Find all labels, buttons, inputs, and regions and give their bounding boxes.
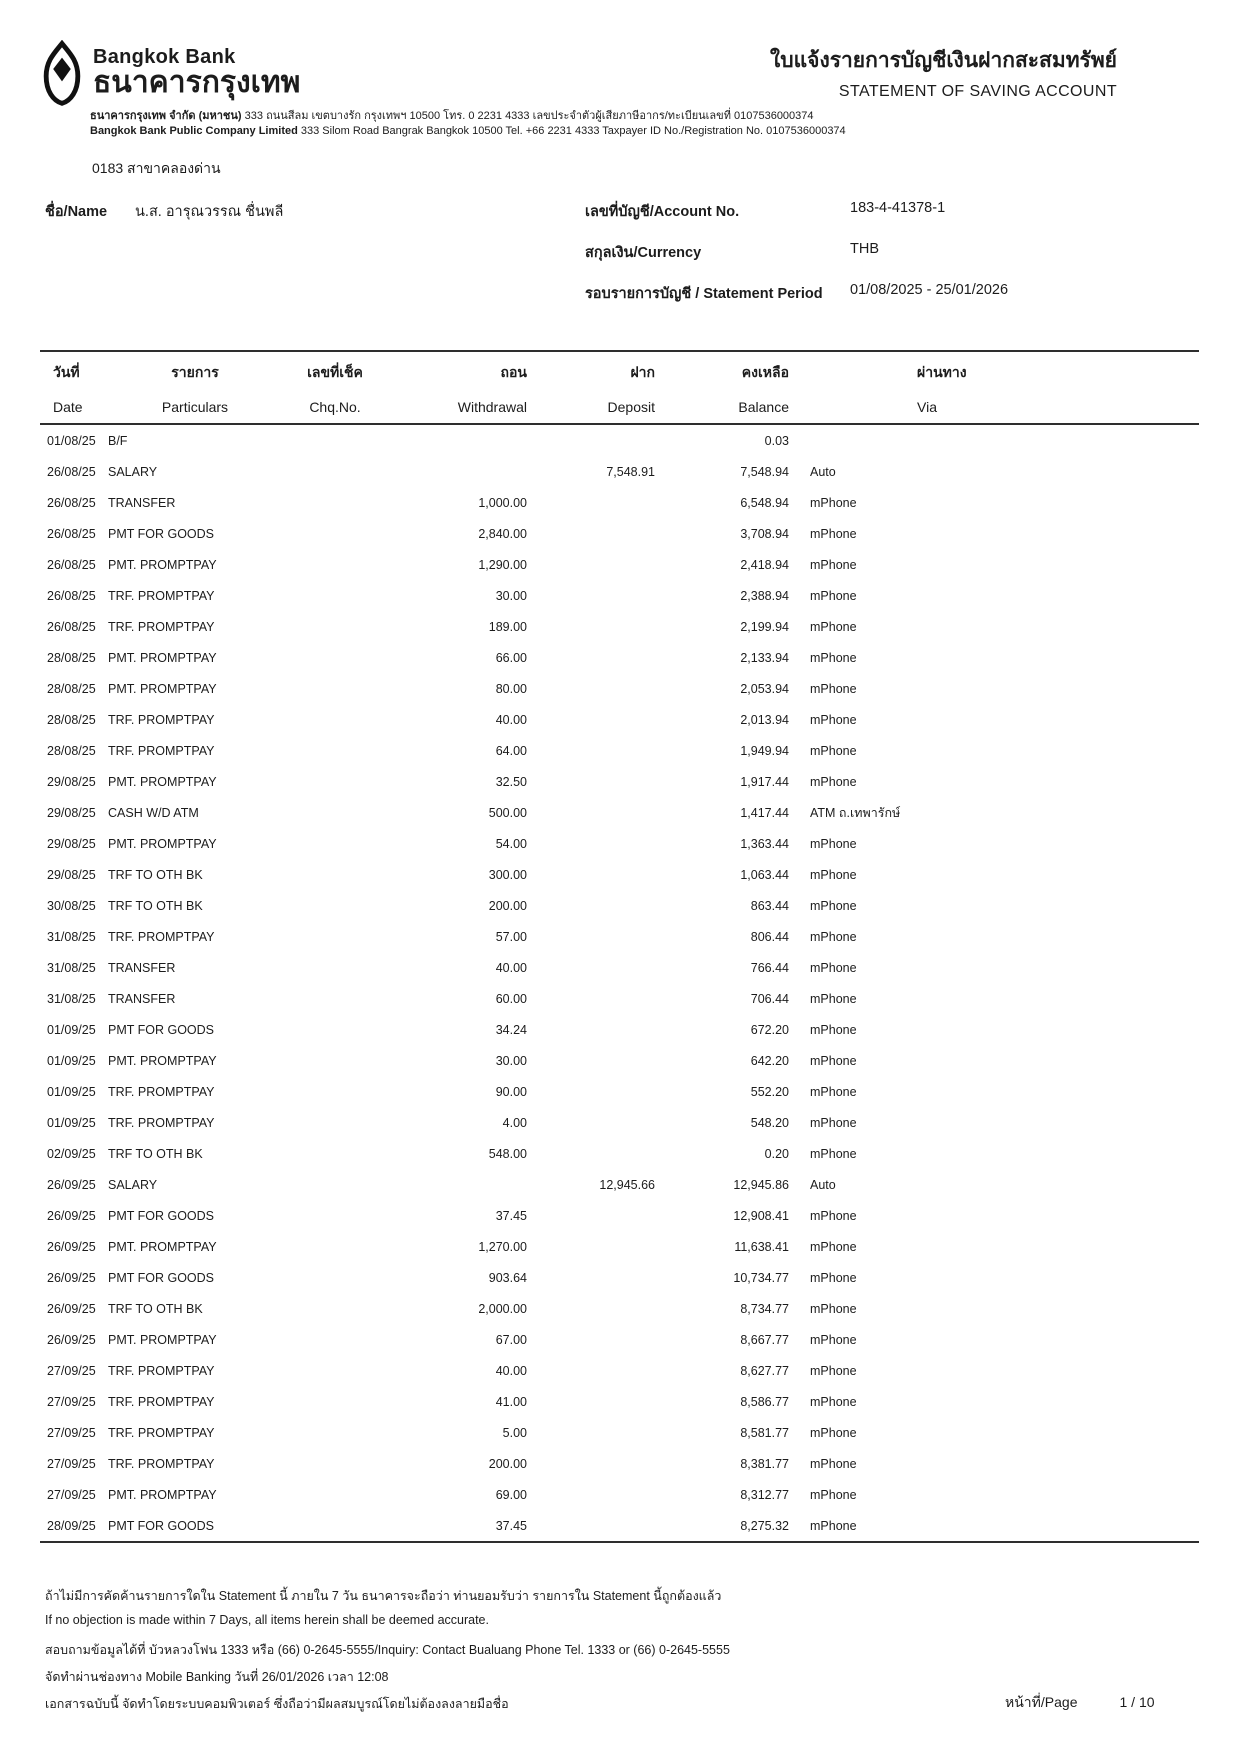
cell-particulars: PMT. PROMPTPAY (108, 1487, 217, 1502)
cell-withdrawal: 300.00 (488, 867, 527, 882)
cell-date: 01/09/25 (47, 1115, 96, 1130)
table-row (40, 1107, 1199, 1138)
statement-period-value: 01/08/2025 - 25/01/2026 (850, 282, 1009, 298)
cell-date: 27/09/25 (47, 1425, 96, 1440)
cell-via: mPhone (810, 1456, 857, 1471)
cell-via: mPhone (810, 1239, 857, 1254)
table-row (40, 1324, 1199, 1355)
table-row (40, 735, 1199, 766)
cell-balance: 2,199.94 (740, 619, 789, 634)
cell-particulars: CASH W/D ATM (108, 805, 199, 820)
cell-balance: 2,418.94 (740, 557, 789, 572)
col-header-particulars-en: Particulars (161, 398, 229, 415)
currency-value: THB (850, 241, 879, 257)
cell-withdrawal: 69.00 (495, 1487, 527, 1502)
cell-date: 01/09/25 (47, 1022, 96, 1037)
cell-balance: 8,627.77 (740, 1363, 789, 1378)
col-header-withdrawal-th: ถอน (500, 364, 527, 380)
cell-date: 26/08/25 (47, 619, 96, 634)
cell-via: mPhone (810, 1084, 857, 1099)
cell-via: mPhone (810, 929, 857, 944)
table-row (40, 425, 1199, 456)
bank-legal-name-en: Bangkok Bank Public Company Limited (90, 124, 298, 137)
cell-balance: 6,548.94 (740, 495, 789, 510)
cell-withdrawal: 67.00 (495, 1332, 527, 1347)
table-row (40, 890, 1199, 921)
cell-via: mPhone (810, 1115, 857, 1130)
cell-withdrawal: 5.00 (502, 1425, 527, 1440)
cell-particulars: PMT. PROMPTPAY (108, 1332, 217, 1347)
table-row (40, 797, 1199, 828)
table-row (40, 1231, 1199, 1262)
cell-balance: 8,734.77 (740, 1301, 789, 1316)
table-row (40, 487, 1199, 518)
cell-particulars: TRANSFER (108, 960, 176, 975)
cell-particulars: TRF. PROMPTPAY (108, 1363, 215, 1378)
cell-deposit: 7,548.91 (606, 464, 655, 479)
cell-via: mPhone (810, 1332, 857, 1347)
document-title-th: ใบแจ้งรายการบัญชีเงินฝากสะสมทรัพย์ (770, 49, 1117, 72)
cell-via: mPhone (810, 1022, 857, 1037)
table-row (40, 859, 1199, 890)
cell-via: mPhone (810, 836, 857, 851)
col-header-withdrawal-en: Withdrawal (457, 398, 527, 415)
table-row (40, 1293, 1199, 1324)
col-header-date-en: Date (53, 398, 83, 415)
page-number: 1 / 10 (1119, 1694, 1155, 1710)
table-row (40, 1479, 1199, 1510)
cell-date: 27/09/25 (47, 1394, 96, 1409)
table-row (40, 549, 1199, 580)
cell-via: mPhone (810, 1394, 857, 1409)
cell-withdrawal: 54.00 (495, 836, 527, 851)
table-row (40, 1200, 1199, 1231)
table-row (40, 983, 1199, 1014)
cell-withdrawal: 189.00 (488, 619, 527, 634)
cell-balance: 1,363.44 (740, 836, 789, 851)
cell-via: mPhone (810, 681, 857, 696)
cell-via: mPhone (810, 712, 857, 727)
cell-balance: 2,388.94 (740, 588, 789, 603)
footer-note-inquiry: สอบถามข้อมูลได้ที่ บัวหลวงโฟน 1333 หรือ (66) 0-2645-5555/Inquiry: Contact Bualuang Phone Tel. 1333 or (66) 0-2645-5555 (45, 1643, 730, 1657)
cell-balance: 672.20 (750, 1022, 789, 1037)
table-row (40, 1386, 1199, 1417)
cell-date: 28/08/25 (47, 681, 96, 696)
table-row (40, 611, 1199, 642)
cell-date: 27/09/25 (47, 1487, 96, 1502)
cell-withdrawal: 200.00 (488, 898, 527, 913)
table-row (40, 1045, 1199, 1076)
account-no-label: เลขที่บัญชี/Account No. (585, 204, 740, 220)
footer-note-objection-th: ถ้าไม่มีการคัดค้านรายการใดใน Statement นี้ ภายใน 7 วัน ธนาคารจะถือว่า ท่านยอมรับว่า รายการใน Statement นี้ถูกต้องแล้ว (45, 1589, 722, 1603)
cell-particulars: PMT. PROMPTPAY (108, 557, 217, 572)
transactions-table (40, 350, 1199, 1543)
cell-balance: 0.03 (764, 433, 789, 448)
bank-address-line-en (90, 124, 846, 139)
cell-balance: 12,945.86 (733, 1177, 789, 1192)
col-header-via-en: Via (917, 398, 937, 415)
page-label: หน้าที่/Page (1005, 1694, 1078, 1710)
cell-via: mPhone (810, 1146, 857, 1161)
table-row (40, 828, 1199, 859)
cell-date: 29/08/25 (47, 805, 96, 820)
cell-via: mPhone (810, 898, 857, 913)
cell-particulars: TRF TO OTH BK (108, 898, 203, 913)
table-row (40, 952, 1199, 983)
cell-withdrawal: 64.00 (495, 743, 527, 758)
cell-balance: 7,548.94 (740, 464, 789, 479)
cell-date: 29/08/25 (47, 836, 96, 851)
cell-balance: 8,586.77 (740, 1394, 789, 1409)
col-header-particulars-th: รายการ (171, 364, 219, 380)
cell-particulars: TRF. PROMPTPAY (108, 588, 215, 603)
cell-particulars: TRANSFER (108, 495, 176, 510)
cell-date: 26/08/25 (47, 557, 96, 572)
cell-withdrawal: 40.00 (495, 1363, 527, 1378)
cell-balance: 2,133.94 (740, 650, 789, 665)
table-row (40, 1076, 1199, 1107)
cell-date: 28/08/25 (47, 712, 96, 727)
cell-balance: 8,667.77 (740, 1332, 789, 1347)
cell-particulars: TRF. PROMPTPAY (108, 1394, 215, 1409)
cell-date: 31/08/25 (47, 991, 96, 1006)
branch-name: 0183 สาขาคลองด่าน (92, 160, 221, 176)
cell-withdrawal: 60.00 (495, 991, 527, 1006)
cell-via: mPhone (810, 1270, 857, 1285)
cell-date: 01/09/25 (47, 1053, 96, 1068)
cell-date: 26/09/25 (47, 1270, 96, 1285)
cell-date: 26/09/25 (47, 1177, 96, 1192)
bank-name-en: Bangkok Bank (93, 46, 236, 68)
cell-date: 26/09/25 (47, 1208, 96, 1223)
cell-balance: 552.20 (750, 1084, 789, 1099)
cell-withdrawal: 1,000.00 (478, 495, 527, 510)
table-row (40, 518, 1199, 549)
cell-balance: 1,417.44 (740, 805, 789, 820)
table-row (40, 1262, 1199, 1293)
table-row (40, 1355, 1199, 1386)
cell-via: mPhone (810, 1487, 857, 1502)
cell-date: 26/09/25 (47, 1239, 96, 1254)
currency-label: สกุลเงิน/Currency (585, 245, 702, 261)
cell-withdrawal: 37.45 (495, 1208, 527, 1223)
cell-date: 28/08/25 (47, 743, 96, 758)
cell-particulars: TRF. PROMPTPAY (108, 1456, 215, 1471)
cell-withdrawal: 40.00 (495, 960, 527, 975)
cell-date: 31/08/25 (47, 929, 96, 944)
cell-date: 27/09/25 (47, 1363, 96, 1378)
cell-deposit: 12,945.66 (599, 1177, 655, 1192)
cell-via: mPhone (810, 619, 857, 634)
cell-via: mPhone (810, 1363, 857, 1378)
cell-particulars: TRF TO OTH BK (108, 1146, 203, 1161)
table-header-row-th (40, 352, 1199, 390)
cell-balance: 1,063.44 (740, 867, 789, 882)
footer-note-computer-generated: เอกสารฉบับนี้ จัดทำโดยระบบคอมพิวเตอร์ ซึ่งถือว่ามีผลสมบูรณ์โดยไม่ต้องลงลายมือชื่อ (45, 1697, 509, 1711)
table-row (40, 766, 1199, 797)
cell-withdrawal: 2,840.00 (478, 526, 527, 541)
cell-date: 28/08/25 (47, 650, 96, 665)
cell-balance: 8,275.32 (740, 1518, 789, 1533)
cell-via: Auto (810, 1177, 836, 1192)
cell-date: 29/08/25 (47, 774, 96, 789)
bank-name-th: ธนาคารกรุงเทพ (93, 66, 301, 99)
cell-balance: 766.44 (750, 960, 789, 975)
cell-via: mPhone (810, 650, 857, 665)
cell-particulars: PMT FOR GOODS (108, 1208, 215, 1223)
cell-particulars: TRANSFER (108, 991, 176, 1006)
bank-legal-name-th: ธนาคารกรุงเทพ จำกัด (มหาชน) (90, 110, 242, 122)
bank-address-en-rest: 333 Silom Road Bangrak Bangkok 10500 Tel. +66 2231 4333 Taxpayer ID No./Registration No. 0107536000374 (300, 124, 846, 137)
cell-withdrawal: 80.00 (495, 681, 527, 696)
cell-withdrawal: 30.00 (495, 1053, 527, 1068)
cell-via: mPhone (810, 774, 857, 789)
cell-balance: 8,312.77 (740, 1487, 789, 1502)
cell-particulars: SALARY (108, 1177, 158, 1192)
account-no-value: 183-4-41378-1 (850, 200, 946, 216)
table-header-row-en (40, 390, 1199, 423)
cell-withdrawal: 4.00 (502, 1115, 527, 1130)
cell-via: mPhone (810, 557, 857, 572)
cell-particulars: TRF. PROMPTPAY (108, 619, 215, 634)
cell-withdrawal: 30.00 (495, 588, 527, 603)
cell-particulars: PMT. PROMPTPAY (108, 1239, 217, 1254)
cell-via: ATM ถ.เทพารักษ์ (810, 805, 901, 820)
transactions-body (40, 425, 1199, 1543)
cell-date: 28/09/25 (47, 1518, 96, 1533)
cell-withdrawal: 903.64 (488, 1270, 527, 1285)
cell-date: 01/08/25 (47, 433, 96, 448)
cell-date: 02/09/25 (47, 1146, 96, 1161)
account-name-label: ชื่อ/Name (45, 204, 108, 220)
cell-particulars: TRF TO OTH BK (108, 1301, 203, 1316)
table-row (40, 1417, 1199, 1448)
cell-withdrawal: 548.00 (488, 1146, 527, 1161)
cell-balance: 706.44 (750, 991, 789, 1006)
table-row (40, 921, 1199, 952)
cell-balance: 8,381.77 (740, 1456, 789, 1471)
cell-date: 26/08/25 (47, 495, 96, 510)
cell-via: mPhone (810, 1425, 857, 1440)
col-header-date-th: วันที่ (53, 364, 80, 380)
cell-balance: 0.20 (764, 1146, 789, 1161)
cell-withdrawal: 41.00 (495, 1394, 527, 1409)
table-row (40, 1448, 1199, 1479)
cell-date: 27/09/25 (47, 1456, 96, 1471)
cell-date: 26/08/25 (47, 464, 96, 479)
table-row (40, 1014, 1199, 1045)
cell-particulars: TRF. PROMPTPAY (108, 1115, 215, 1130)
table-row (40, 1138, 1199, 1169)
cell-via: mPhone (810, 526, 857, 541)
col-header-chqno-th: เลขที่เช็ค (307, 364, 363, 380)
statement-period-label: รอบรายการบัญชี / Statement Period (585, 286, 823, 302)
footer-note-generated-via: จัดทำผ่านช่องทาง Mobile Banking วันที่ 26/01/2026 เวลา 12:08 (45, 1670, 389, 1684)
cell-via: mPhone (810, 867, 857, 882)
cell-withdrawal: 1,290.00 (478, 557, 527, 572)
cell-particulars: PMT FOR GOODS (108, 1518, 215, 1533)
cell-via: mPhone (810, 588, 857, 603)
cell-withdrawal: 90.00 (495, 1084, 527, 1099)
cell-date: 26/08/25 (47, 526, 96, 541)
bangkok-bank-logo-icon (40, 40, 84, 106)
cell-particulars: PMT FOR GOODS (108, 1022, 215, 1037)
cell-particulars: PMT. PROMPTPAY (108, 650, 217, 665)
cell-withdrawal: 500.00 (488, 805, 527, 820)
cell-balance: 1,949.94 (740, 743, 789, 758)
cell-withdrawal: 57.00 (495, 929, 527, 944)
cell-balance: 642.20 (750, 1053, 789, 1068)
cell-via: mPhone (810, 1053, 857, 1068)
col-header-deposit-en: Deposit (607, 398, 655, 415)
cell-via: mPhone (810, 1208, 857, 1223)
bank-address (90, 109, 846, 138)
cell-withdrawal: 1,270.00 (478, 1239, 527, 1254)
cell-particulars: PMT FOR GOODS (108, 1270, 215, 1285)
cell-withdrawal: 2,000.00 (478, 1301, 527, 1316)
cell-particulars: PMT. PROMPTPAY (108, 836, 217, 851)
table-row (40, 456, 1199, 487)
document-title-en: STATEMENT OF SAVING ACCOUNT (838, 83, 1117, 100)
page-indicator (1005, 1692, 1155, 1714)
cell-date: 26/09/25 (47, 1301, 96, 1316)
col-header-deposit-th: ฝาก (630, 364, 655, 380)
cell-balance: 8,581.77 (740, 1425, 789, 1440)
col-header-via-th: ผ่านทาง (917, 364, 967, 380)
col-header-chqno-en: Chq.No. (309, 398, 361, 415)
account-name-value: น.ส. อารุณวรรณ ชื่นพลี (135, 204, 284, 220)
document-titles (770, 44, 1117, 101)
cell-balance: 11,638.41 (734, 1239, 789, 1254)
cell-particulars: TRF. PROMPTPAY (108, 1084, 215, 1099)
cell-particulars: PMT. PROMPTPAY (108, 774, 217, 789)
cell-particulars: TRF. PROMPTPAY (108, 1425, 215, 1440)
cell-particulars: TRF. PROMPTPAY (108, 743, 215, 758)
cell-via: mPhone (810, 743, 857, 758)
cell-balance: 12,908.41 (733, 1208, 789, 1223)
cell-balance: 3,708.94 (740, 526, 789, 541)
cell-balance: 806.44 (750, 929, 789, 944)
cell-date: 31/08/25 (47, 960, 96, 975)
cell-via: mPhone (810, 1301, 857, 1316)
cell-particulars: B/F (108, 433, 128, 448)
table-row (40, 580, 1199, 611)
cell-particulars: SALARY (108, 464, 158, 479)
table-header (40, 350, 1199, 425)
cell-withdrawal: 32.50 (495, 774, 527, 789)
col-header-balance-th: คงเหลือ (741, 364, 789, 380)
cell-particulars: TRF. PROMPTPAY (108, 929, 215, 944)
cell-withdrawal: 66.00 (495, 650, 527, 665)
cell-date: 26/09/25 (47, 1332, 96, 1347)
cell-date: 01/09/25 (47, 1084, 96, 1099)
cell-particulars: PMT. PROMPTPAY (108, 681, 217, 696)
cell-via: mPhone (810, 960, 857, 975)
cell-balance: 548.20 (750, 1115, 789, 1130)
cell-via: Auto (810, 464, 836, 479)
cell-balance: 10,734.77 (733, 1270, 789, 1285)
cell-withdrawal: 200.00 (488, 1456, 527, 1471)
cell-particulars: PMT. PROMPTPAY (108, 1053, 217, 1068)
table-row (40, 673, 1199, 704)
cell-date: 29/08/25 (47, 867, 96, 882)
cell-date: 26/08/25 (47, 588, 96, 603)
cell-particulars: PMT FOR GOODS (108, 526, 215, 541)
bank-address-line-th (90, 109, 846, 124)
cell-balance: 2,053.94 (740, 681, 789, 696)
cell-date: 30/08/25 (47, 898, 96, 913)
cell-balance: 1,917.44 (740, 774, 789, 789)
cell-particulars: TRF. PROMPTPAY (108, 712, 215, 727)
footer-note-objection-en: If no objection is made within 7 Days, all items herein shall be deemed accurate. (45, 1613, 489, 1627)
cell-balance: 2,013.94 (740, 712, 789, 727)
cell-withdrawal: 34.24 (495, 1022, 527, 1037)
cell-via: mPhone (810, 1518, 857, 1533)
cell-via: mPhone (810, 495, 857, 510)
table-row (40, 1510, 1199, 1541)
col-header-balance-en: Balance (738, 398, 789, 415)
cell-balance: 863.44 (750, 898, 789, 913)
table-row (40, 704, 1199, 735)
cell-withdrawal: 40.00 (495, 712, 527, 727)
bank-address-th-rest: 333 ถนนสีลม เขตบางรัก กรุงเทพฯ 10500 โทร. 0 2231 4333 เลขประจำตัวผู้เสียภาษีอากร/ทะเบียนเลขที่ 0107536000374 (244, 110, 814, 122)
cell-via: mPhone (810, 991, 857, 1006)
cell-withdrawal: 37.45 (495, 1518, 527, 1533)
table-row (40, 1169, 1199, 1200)
table-row (40, 642, 1199, 673)
cell-particulars: TRF TO OTH BK (108, 867, 203, 882)
